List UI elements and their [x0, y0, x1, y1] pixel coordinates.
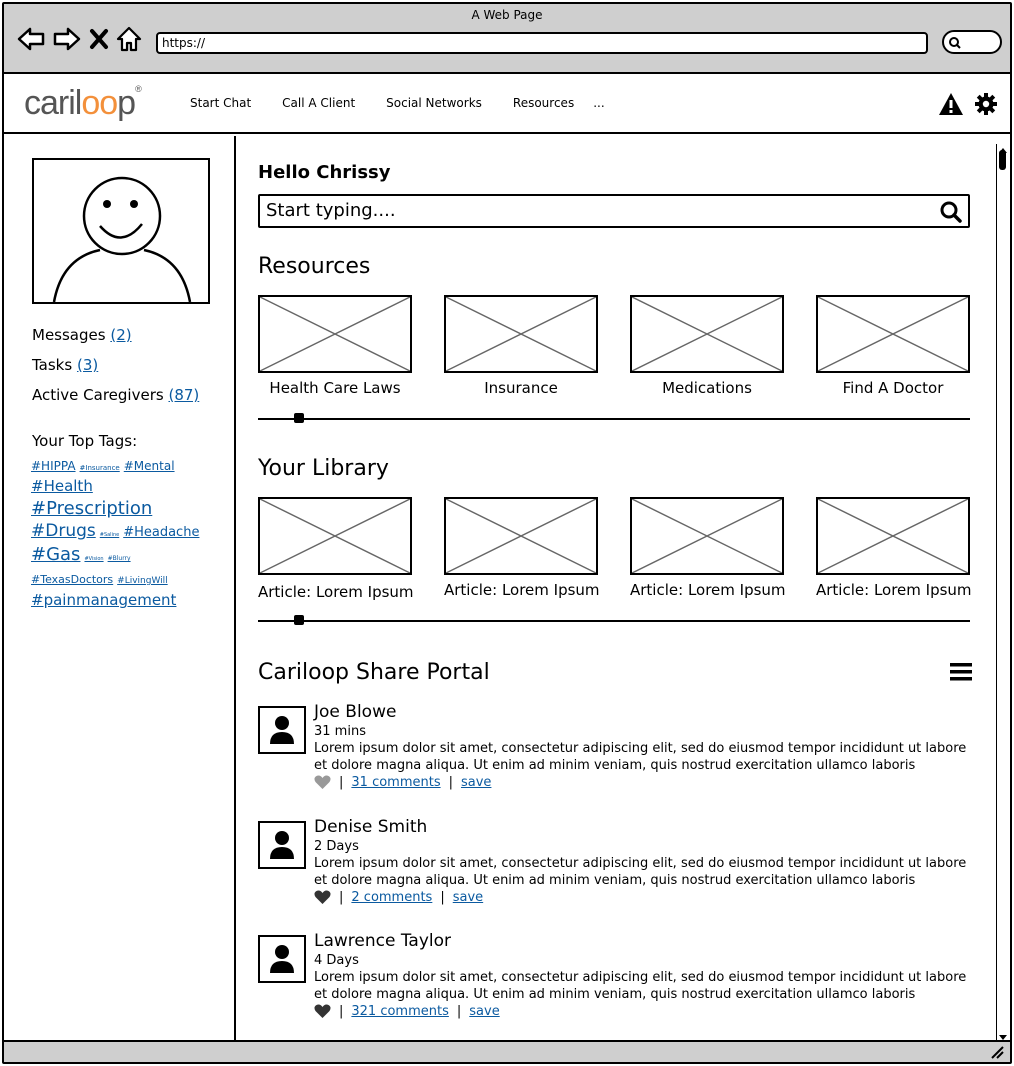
- browser-chrome: [4, 4, 1010, 74]
- resource-label: Find A Doctor: [842, 379, 944, 397]
- save-link[interactable]: save: [452, 890, 484, 905]
- image-placeholder-icon: [630, 295, 784, 373]
- separator: |: [339, 1004, 344, 1019]
- tag-link[interactable]: #painmanagement: [31, 590, 177, 609]
- post-actions: [314, 1004, 974, 1019]
- user-avatar[interactable]: [258, 935, 306, 983]
- app-header: [4, 74, 1010, 134]
- comments-link[interactable]: 31 comments: [351, 775, 441, 790]
- resource-label: Insurance: [484, 379, 558, 397]
- user-icon: [260, 937, 304, 981]
- warning-icon[interactable]: [938, 92, 964, 116]
- tag-link[interactable]: #Gas: [31, 544, 81, 566]
- separator: |: [456, 1004, 462, 1019]
- tag-link[interactable]: #Insurance: [79, 464, 120, 472]
- tag-link[interactable]: #TexasDoctors: [31, 572, 114, 586]
- main-content: [258, 136, 972, 1040]
- user-icon: [260, 708, 304, 752]
- separator: |: [440, 890, 445, 905]
- caregivers-stat: Active Caregivers (87): [32, 386, 200, 404]
- greeting: Hello Chrissy: [258, 162, 391, 183]
- resources-row: [258, 295, 970, 397]
- image-placeholder-icon: [816, 497, 970, 575]
- tag-link[interactable]: #Vision: [84, 556, 104, 563]
- resource-label: Health Care Laws: [269, 379, 401, 397]
- library-slider[interactable]: [258, 615, 970, 627]
- resource-label: Medications: [662, 379, 752, 397]
- hamburger-menu-icon[interactable]: [950, 662, 972, 682]
- messages-count-link[interactable]: (2): [110, 326, 132, 344]
- post-actions: [314, 775, 974, 790]
- post-time: 4 Days: [314, 953, 359, 968]
- header-icons: [938, 92, 998, 116]
- post-author[interactable]: Lawrence Taylor: [314, 931, 452, 951]
- library-card[interactable]: [258, 497, 412, 601]
- messages-stat: Messages (2): [32, 326, 132, 344]
- sidebar: [4, 136, 236, 1040]
- nav-resources[interactable]: Resources: [512, 96, 575, 110]
- nav-more[interactable]: ...: [593, 96, 605, 110]
- post-time: 2 Days: [314, 839, 359, 854]
- slider-handle[interactable]: [294, 615, 304, 625]
- vertical-scrollbar[interactable]: [996, 144, 1008, 1044]
- resource-card[interactable]: [258, 295, 412, 397]
- resources-slider[interactable]: [258, 413, 970, 425]
- home-icon[interactable]: [116, 24, 142, 54]
- search-placeholder: Start typing....: [266, 200, 396, 221]
- post-body: [314, 702, 974, 790]
- nav-call-a-client[interactable]: Call A Client: [282, 96, 356, 110]
- caregivers-count-link[interactable]: (87): [168, 386, 200, 404]
- image-placeholder-icon: [816, 295, 970, 373]
- image-placeholder-icon: [444, 295, 598, 373]
- tag-link[interactable]: #Health: [31, 477, 93, 496]
- post-text: Lorem ipsum dolor sit amet, consectetur adipiscing elit, sed do eiusmod tempor incididunt ut labore et dolore magna aliqua. Ut enim ad minim veniam, quis nostrud exercitation ullamco laboris: [314, 741, 967, 773]
- back-arrow-icon[interactable]: [16, 24, 46, 54]
- user-avatar[interactable]: [258, 706, 306, 754]
- search-input[interactable]: [258, 194, 970, 228]
- search-icon: [948, 36, 962, 50]
- library-label: Article: Lorem Ipsum: [816, 581, 972, 599]
- tasks-stat: Tasks (3): [32, 356, 99, 374]
- post-text: Lorem ipsum dolor sit amet, consectetur adipiscing elit, sed do eiusmod tempor incididunt ut labore et dolore magna aliqua. Ut enim ad minim veniam, quis nostrud exercitation ullamco laboris: [314, 856, 967, 888]
- cariloop-logo[interactable]: cariloop®: [24, 84, 141, 122]
- top-nav: [190, 96, 605, 110]
- comments-link[interactable]: 321 comments: [351, 1004, 449, 1019]
- post-body: [314, 931, 974, 1019]
- search-icon[interactable]: [940, 201, 962, 223]
- browser-nav: [16, 24, 142, 54]
- resources-heading: Resources: [258, 254, 371, 279]
- tag-link[interactable]: #Drugs: [31, 521, 96, 542]
- heart-icon[interactable]: [314, 775, 331, 790]
- slider-track: [258, 418, 970, 420]
- browser-window: [2, 2, 1012, 1064]
- gear-icon[interactable]: [974, 92, 998, 116]
- tag-cloud: [31, 456, 221, 612]
- slider-handle[interactable]: [294, 413, 304, 423]
- post-time: 31 mins: [314, 724, 366, 739]
- post-author[interactable]: Denise Smith: [314, 817, 428, 837]
- heart-icon[interactable]: [314, 1004, 331, 1019]
- comments-link[interactable]: 2 comments: [351, 890, 433, 905]
- resource-card[interactable]: [444, 295, 598, 397]
- image-placeholder-icon: [444, 497, 598, 575]
- separator: |: [448, 775, 453, 790]
- tasks-count-link[interactable]: (3): [76, 356, 99, 374]
- image-placeholder-icon: [258, 497, 412, 575]
- resource-card[interactable]: [630, 295, 784, 397]
- user-avatar[interactable]: [258, 821, 306, 869]
- scroll-thumb[interactable]: [999, 150, 1006, 170]
- post-actions: [314, 890, 974, 905]
- tag-link[interactable]: #Saline: [99, 532, 120, 539]
- window-title: A Web Page: [471, 8, 543, 22]
- library-label: Article: Lorem Ipsum: [630, 581, 786, 599]
- portal-heading: Cariloop Share Portal: [258, 660, 490, 685]
- post-body: [314, 817, 974, 905]
- nav-start-chat[interactable]: Start Chat: [190, 96, 252, 110]
- tag-link[interactable]: #Headache: [123, 525, 200, 541]
- slider-track: [258, 620, 970, 622]
- url-input[interactable]: https://: [156, 32, 928, 54]
- image-placeholder-icon: [630, 497, 784, 575]
- resize-grip-icon[interactable]: [990, 1045, 1004, 1059]
- profile-avatar[interactable]: [32, 158, 210, 304]
- library-row: [258, 497, 970, 601]
- separator: |: [339, 775, 344, 790]
- heart-icon[interactable]: [314, 890, 331, 905]
- tag-link[interactable]: #Blurry: [107, 555, 131, 563]
- user-icon: [260, 823, 304, 867]
- tag-link[interactable]: #HIPPA: [31, 459, 76, 473]
- nav-social-networks[interactable]: Social Networks: [386, 96, 482, 110]
- separator: |: [339, 890, 344, 905]
- tags-title: Your Top Tags:: [32, 432, 138, 450]
- resource-card[interactable]: [816, 295, 970, 397]
- post-text: Lorem ipsum dolor sit amet, consectetur adipiscing elit, sed do eiusmod tempor incididunt ut labore et dolore magna aliqua. Ut enim ad minim veniam, quis nostrud exercitation ullamco laboris: [314, 970, 967, 1002]
- close-icon[interactable]: [88, 24, 110, 54]
- library-heading: Your Library: [258, 456, 389, 481]
- image-placeholder-icon: [258, 295, 412, 373]
- user-face-icon: [34, 160, 208, 302]
- status-bar: [4, 1040, 1010, 1062]
- save-link[interactable]: save: [469, 1004, 500, 1019]
- library-card[interactable]: [444, 497, 598, 601]
- save-link[interactable]: save: [461, 775, 492, 790]
- library-label: Article: Lorem Ipsum: [444, 581, 600, 599]
- post-author[interactable]: Joe Blowe: [314, 702, 397, 722]
- tag-link[interactable]: #Mental: [123, 459, 175, 473]
- browser-search[interactable]: [942, 30, 1002, 54]
- library-card[interactable]: [630, 497, 784, 601]
- tag-link[interactable]: #LivingWill: [117, 575, 168, 586]
- library-card[interactable]: [816, 497, 970, 601]
- tag-link[interactable]: #Prescription: [31, 497, 153, 519]
- library-label: Article: Lorem Ipsum: [258, 583, 414, 601]
- forward-arrow-icon[interactable]: [52, 24, 82, 54]
